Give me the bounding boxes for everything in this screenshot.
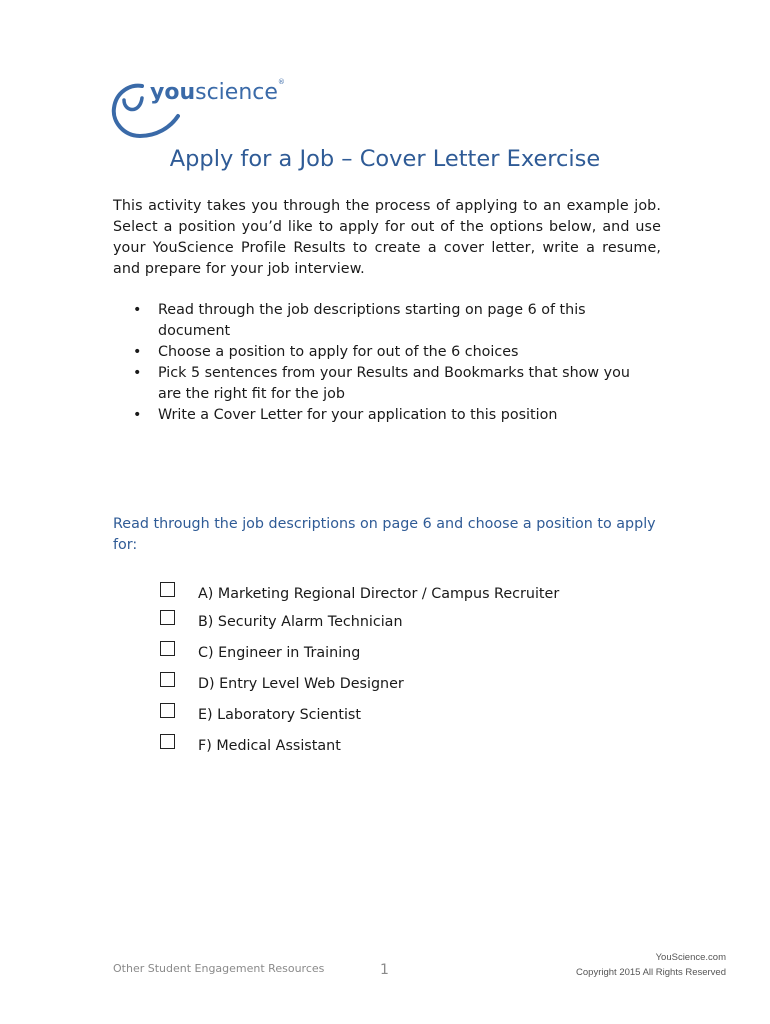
option-label: F) Medical Assistant (198, 738, 341, 754)
option-label: B) Security Alarm Technician (198, 614, 403, 630)
list-item: • Choose a position to apply for out of the 6 choices (113, 342, 643, 363)
checkbox[interactable] (160, 641, 175, 656)
youscience-logo (110, 78, 290, 142)
list-item: • Read through the job descriptions starting on page 6 of this document (113, 300, 643, 342)
footer-site: YouScience.com (655, 952, 726, 963)
option-label: C) Engineer in Training (198, 645, 361, 661)
checkbox[interactable] (160, 582, 175, 597)
option-label: D) Entry Level Web Designer (198, 676, 404, 692)
registered-mark: ® (277, 78, 285, 86)
checkbox[interactable] (160, 734, 175, 749)
logo-prefix: you (150, 80, 196, 105)
option-label: E) Laboratory Scientist (198, 707, 361, 723)
checkbox[interactable] (160, 703, 175, 718)
checkbox[interactable] (160, 610, 175, 625)
intro-paragraph: This activity takes you through the process of applying to an example job. Select a position you’d like to apply for out of the options below, and use your YouScience Profile Results to create a cover letter, write a resume, and prepare for your job interview. (113, 198, 661, 277)
checkbox[interactable] (160, 672, 175, 687)
list-item: • Write a Cover Letter for your application to this position (113, 405, 643, 426)
logo-suffix: science (195, 80, 278, 105)
footer-copyright-text: Copyright 2015 All Rights Reserved (576, 967, 726, 978)
list-item: • Pick 5 sentences from your Results and Bookmarks that show you are the right fit for the job (113, 363, 643, 405)
steps-list (113, 300, 643, 426)
option-label: A) Marketing Regional Director / Campus Recruiter (198, 586, 560, 602)
footer-copyright (576, 950, 726, 980)
page-title: Apply for a Job – Cover Letter Exercise (169, 146, 601, 172)
selection-prompt: Read through the job descriptions on page 6 and choose a position to apply for: (113, 516, 656, 553)
footer-resources-label: Other Student Engagement Resources (113, 962, 325, 975)
page-number: 1 (380, 962, 389, 978)
